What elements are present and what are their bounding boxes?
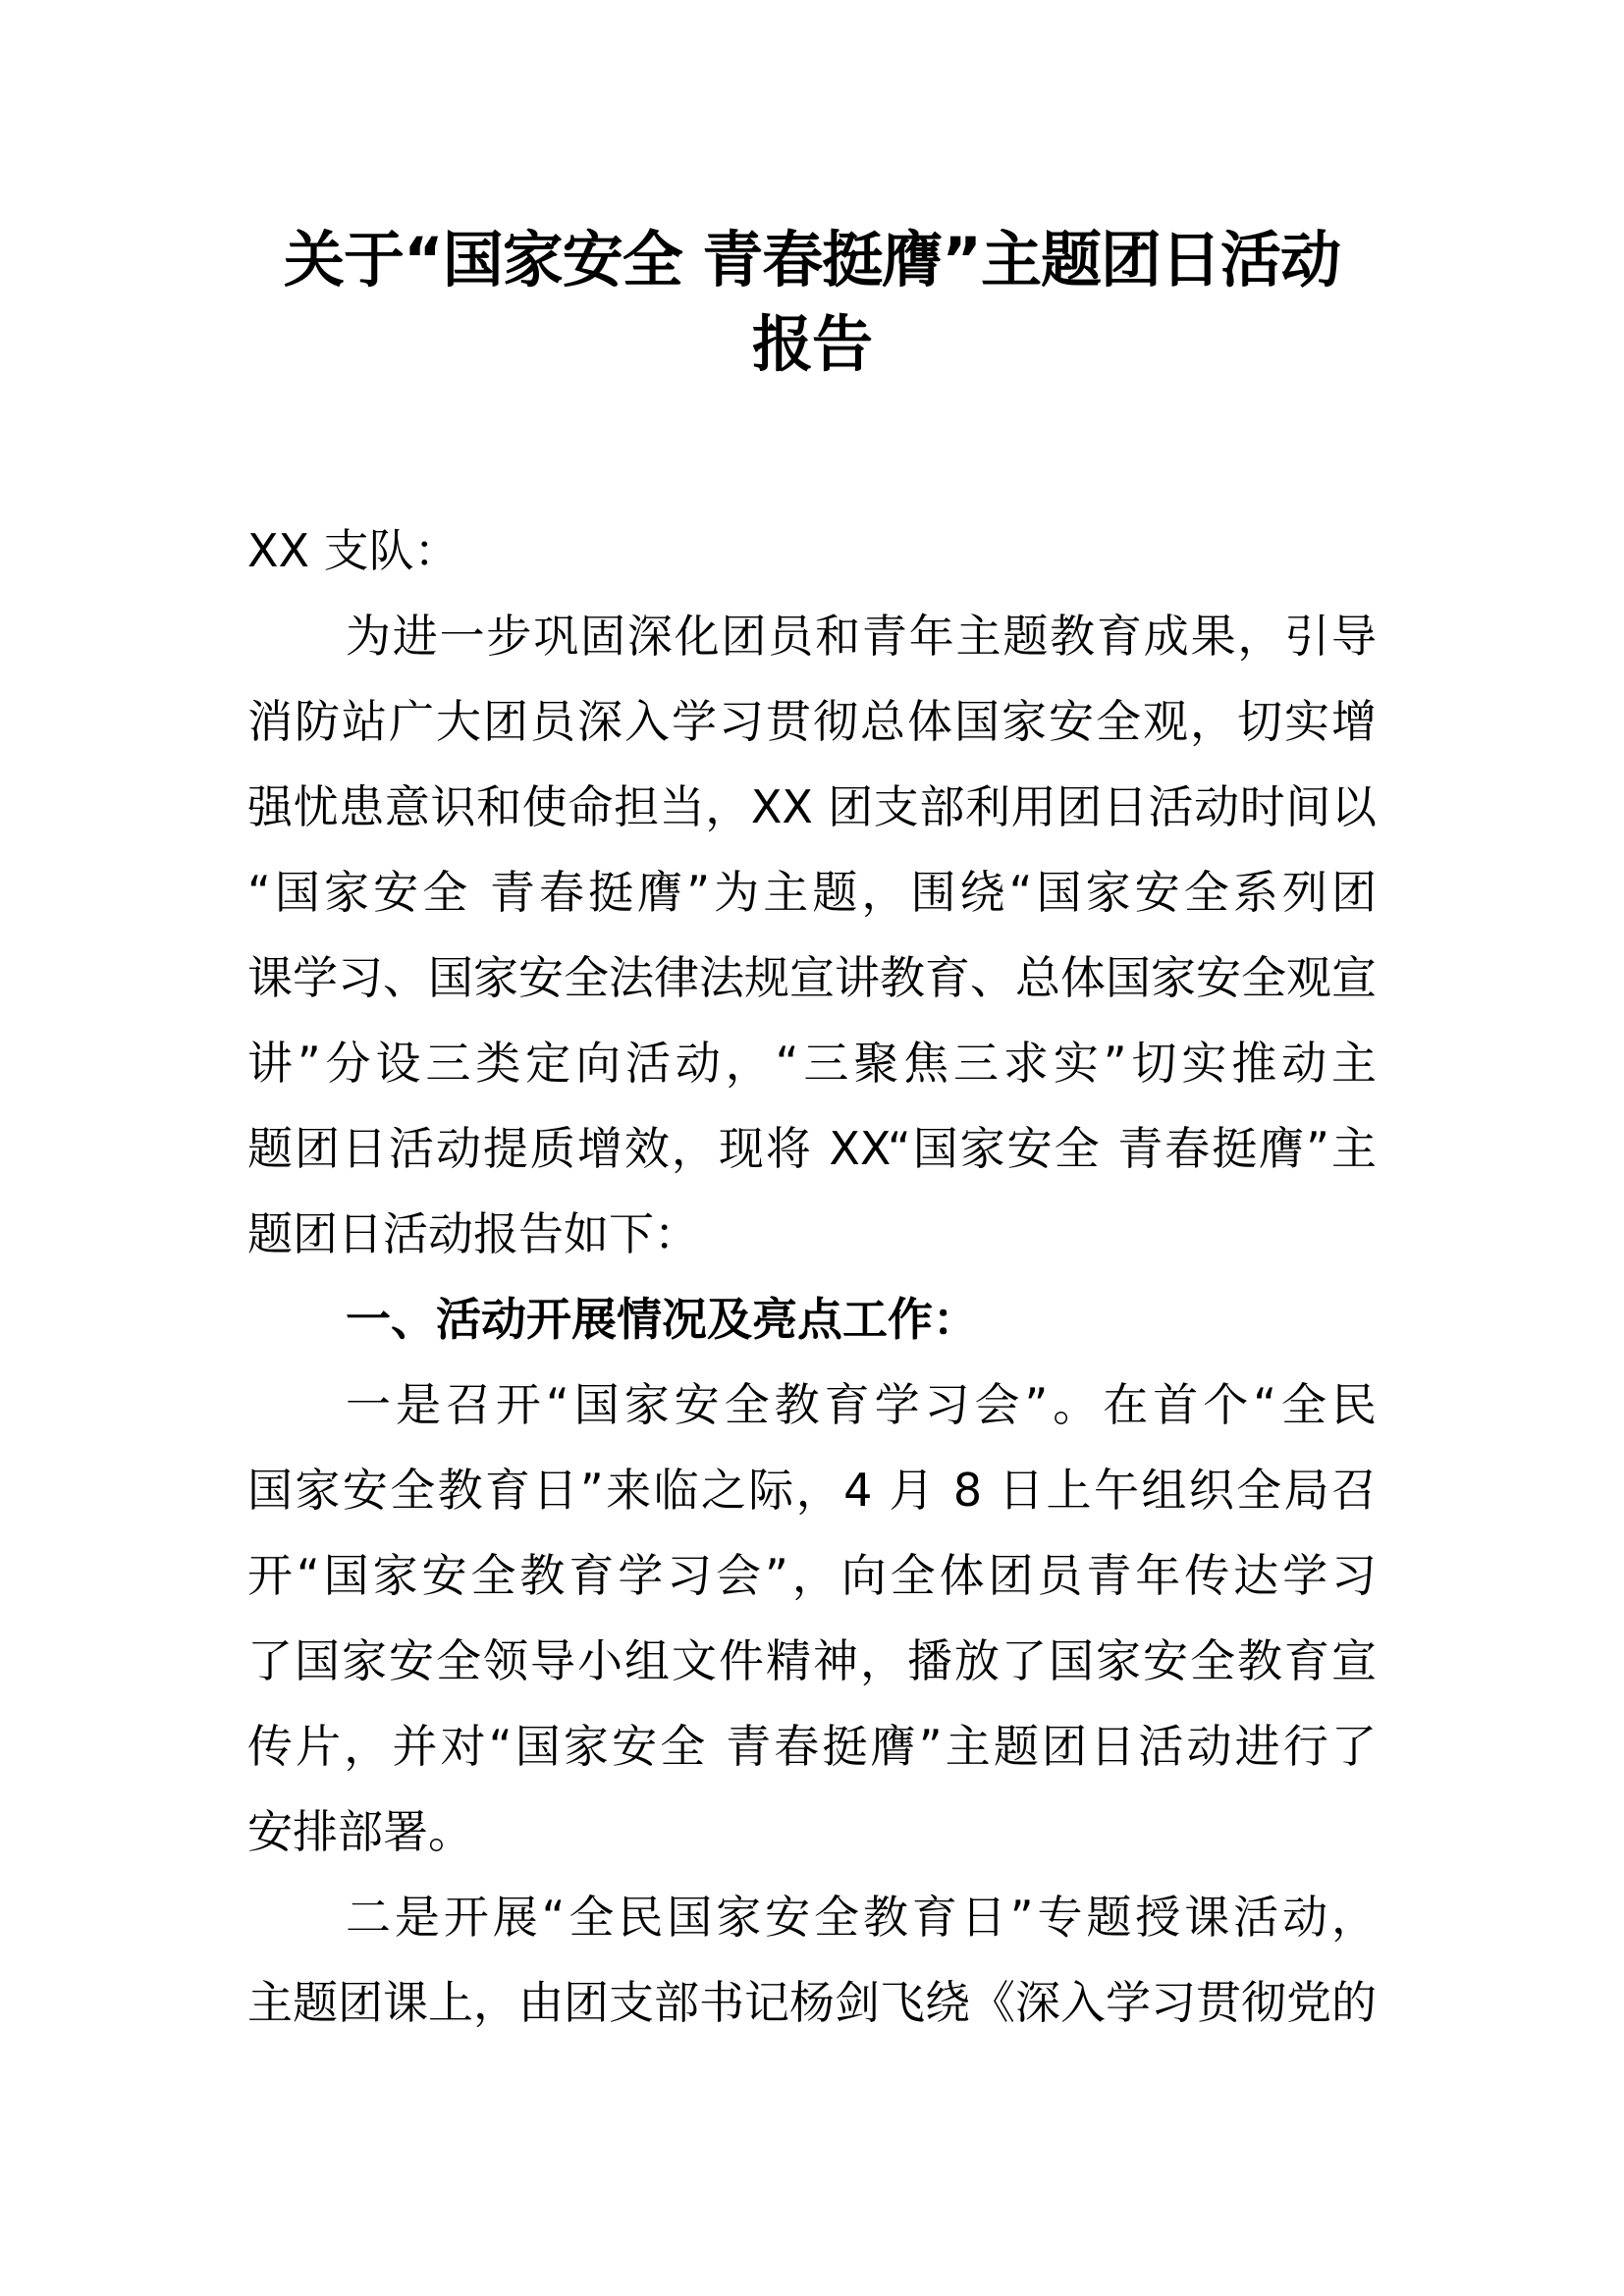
text-line: 了国家安全领导小组文件精神，播放了国家安全教育宣 xyxy=(247,1634,1377,1687)
text-line: 消防站广大团员深入学习贯彻总体国家安全观，切实增 xyxy=(247,695,1377,748)
paragraph-item-two xyxy=(247,1875,1377,2046)
text-line: 题团日活动报告如下： xyxy=(247,1207,699,1260)
title-line: 报告 xyxy=(751,308,872,380)
text-line: 为进一步巩固深化团员和青年主题教育成果，引导 xyxy=(346,610,1377,663)
text-line: 题团日活动提质增效，现将 XX“国家安全 青春挺膺”主 xyxy=(247,1122,1377,1175)
section-heading xyxy=(247,1277,1377,1362)
text-line: 课学习、国家安全法律法规宣讲教育、总体国家安全观宣 xyxy=(247,951,1377,1004)
text-line: 国家安全教育日”来临之际，4 月 8 日上午组织全局召 xyxy=(247,1464,1377,1517)
document-title xyxy=(247,218,1377,387)
text-line: 主题团课上，由团支部书记杨剑飞绕《深入学习贯彻党的 xyxy=(247,1976,1377,2029)
salutation: XX 支队： xyxy=(247,524,460,577)
text-line: 传片，并对“国家安全 青春挺膺”主题团日活动进行了 xyxy=(247,1720,1377,1773)
text-line: 强忧患意识和使命担当，XX 团支部利用团日活动时间以 xyxy=(247,780,1377,833)
title-line: 关于“国家安全 青春挺膺”主题团日活动 xyxy=(283,224,1341,295)
text-line: 讲”分设三类定向活动，“三聚焦三求实”切实推动主 xyxy=(247,1037,1377,1090)
text-line: 一是召开“国家安全教育学习会”。在首个“全民 xyxy=(346,1378,1377,1431)
paragraph-intro xyxy=(247,594,1377,1277)
text-line: “国家安全 青春挺膺”为主题，围绕“国家安全系列团 xyxy=(247,866,1377,919)
paragraph-item-one xyxy=(247,1362,1377,1875)
text-line: 开“国家安全教育学习会”，向全体团员青年传达学习 xyxy=(247,1549,1377,1602)
heading-line: 一、活动开展情况及亮点工作： xyxy=(346,1293,978,1346)
text-line: 二是开展“全民国家安全教育日”专题授课活动， xyxy=(346,1891,1377,1944)
text-line: 安排部署。 xyxy=(247,1805,473,1858)
document-body xyxy=(247,508,1377,2046)
